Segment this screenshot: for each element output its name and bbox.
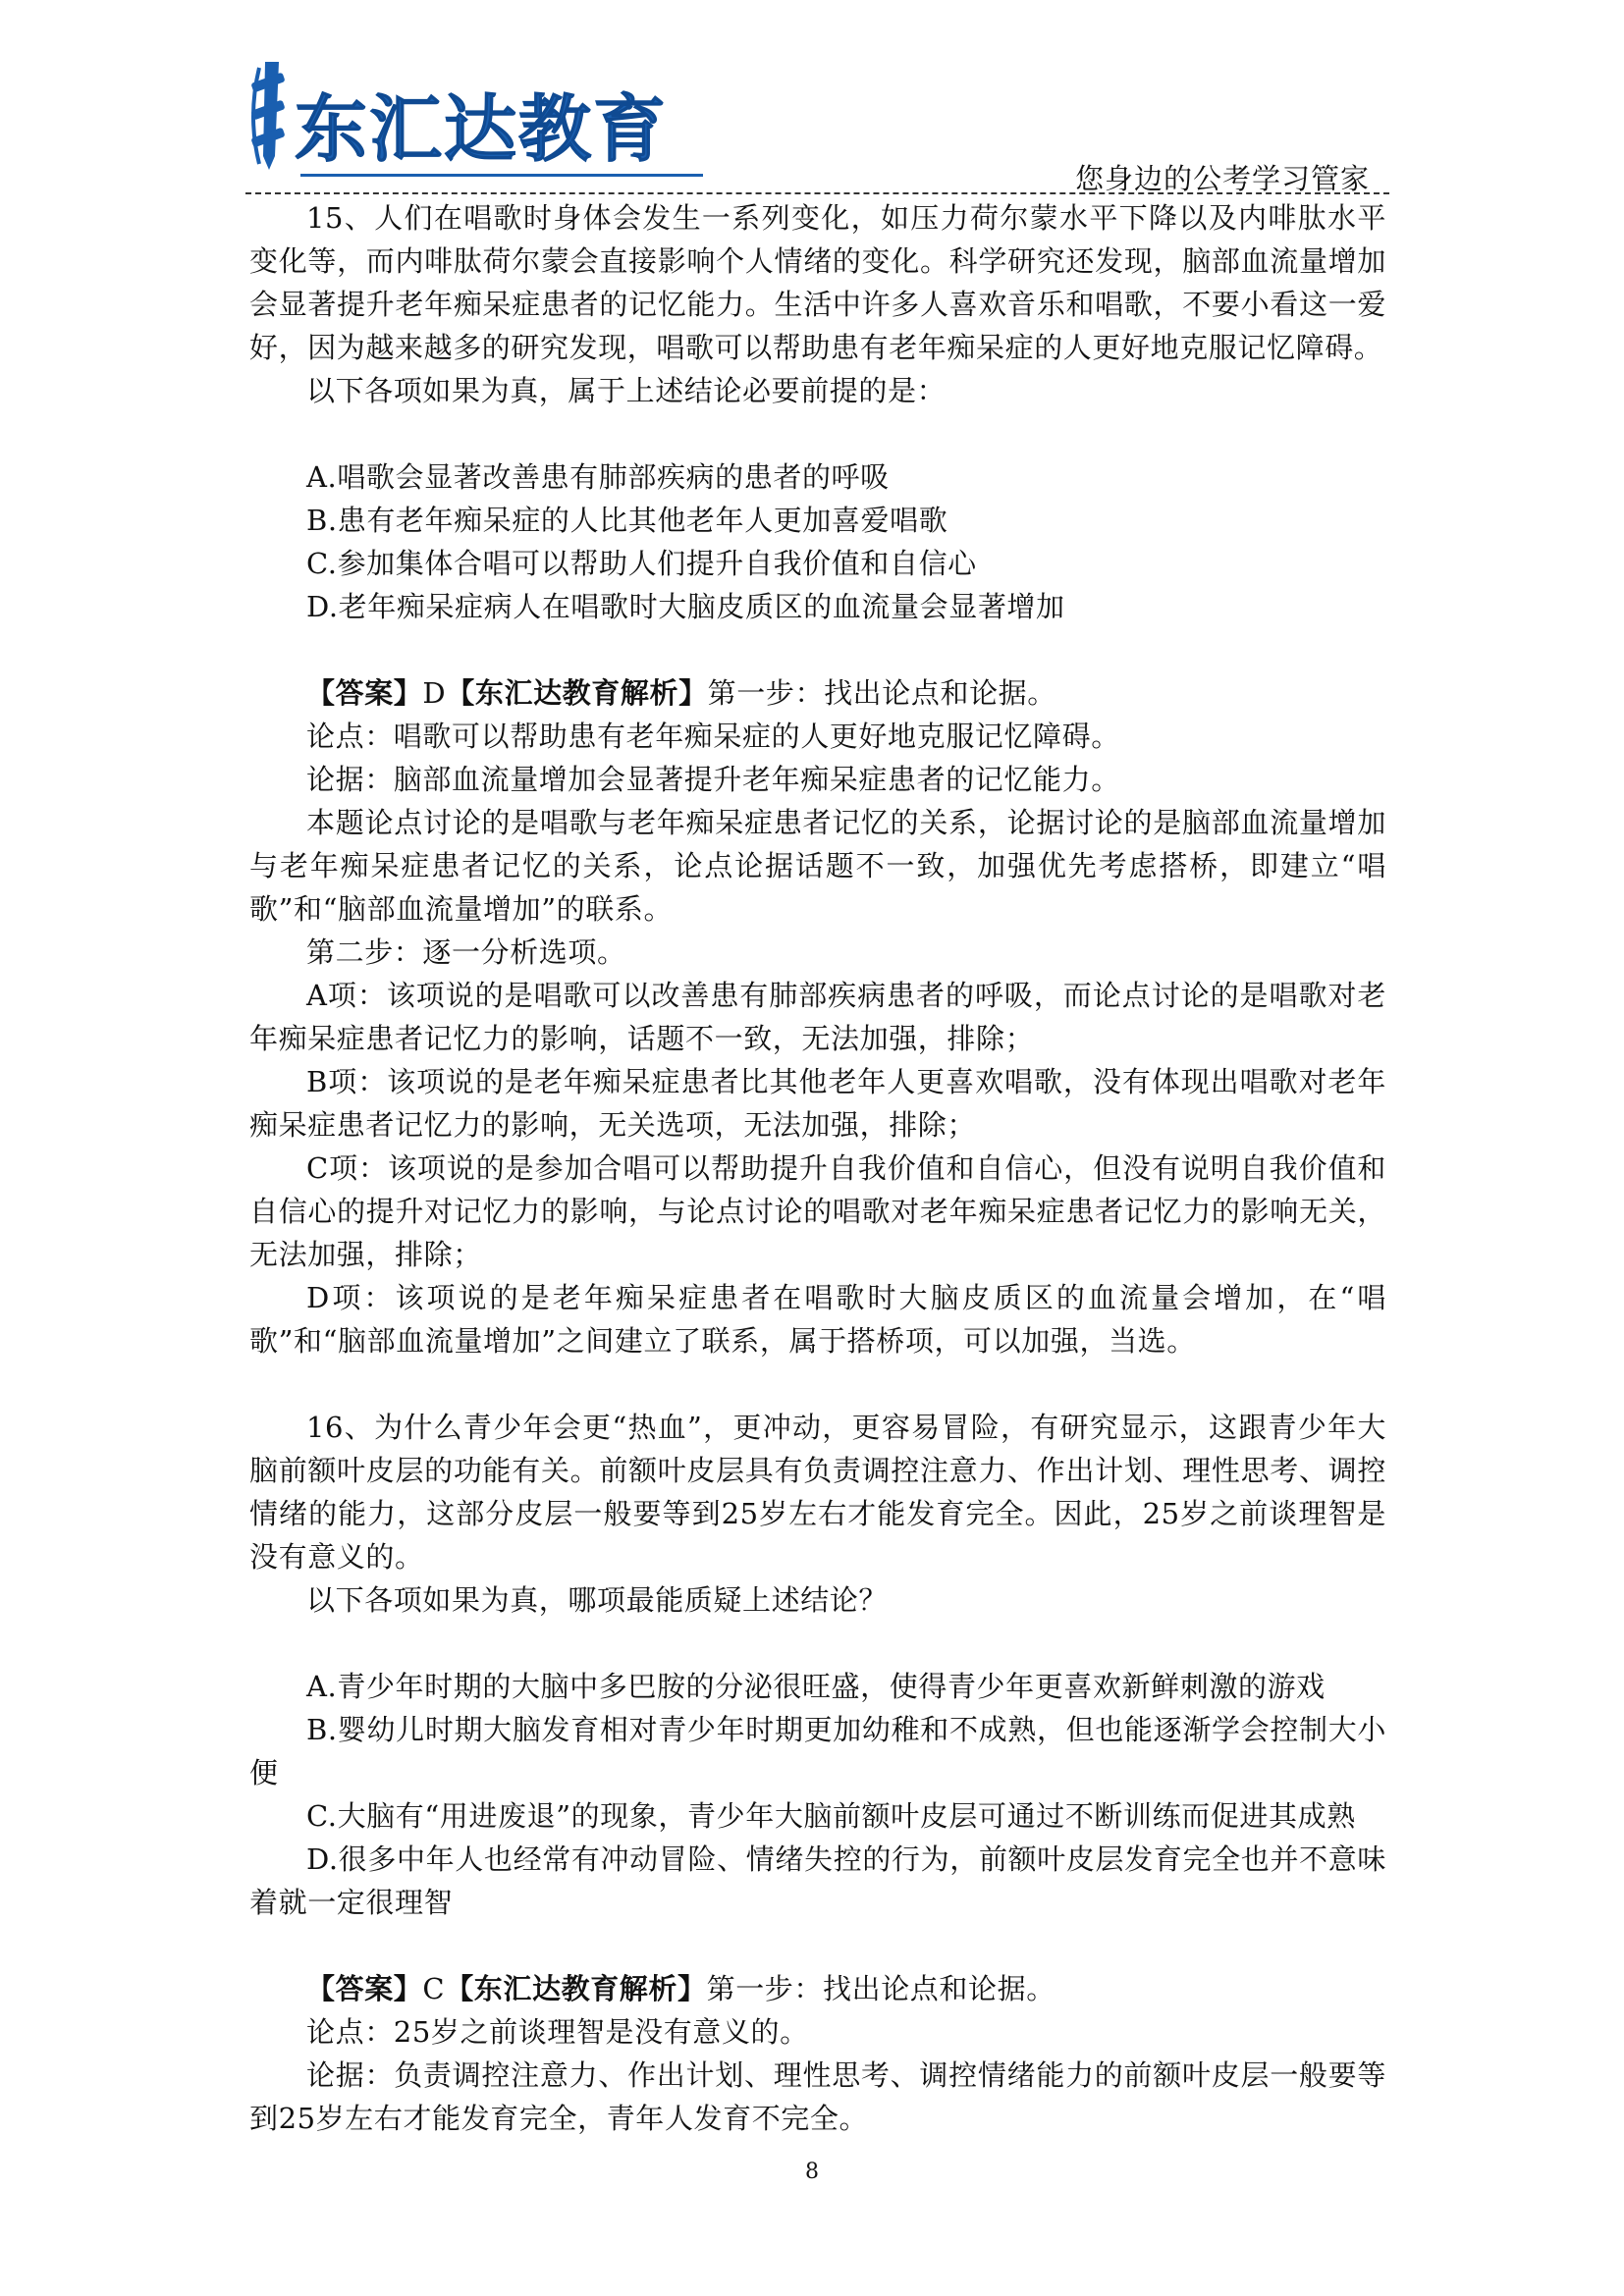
page-number: 8 — [805, 2160, 819, 2184]
q16-stem: 16、为什么青少年会更“热血”，更冲动，更容易冒险，有研究显示，这跟青少年大脑前额叶皮层的功能有关。前额叶皮层具有负责调控注意力、作出计划、理性思考、调控情绪的能力，这部分皮层一般要等到25岁左右才能发育完全。因此，25岁之前谈理智是没有意义的。 — [249, 1411, 1386, 1574]
q15-analysis-a: A项：该项说的是唱歌可以改善患有肺部疾病患者的呼吸，而论点讨论的是唱歌对老年痴呆症患者记忆力的影响，话题不一致，无法加强，排除； — [249, 979, 1386, 1055]
q15-evidence: 论据：脑部血流量增加会显著提升老年痴呆症患者的记忆能力。 — [306, 763, 1120, 796]
q16-option-c: C.大脑有“用进废退”的现象，青少年大脑前额叶皮层可通过不断训练而促进其成熟 — [306, 1799, 1356, 1833]
q16-answer — [249, 1967, 1386, 2010]
q15-option-c: C.参加集体合唱可以帮助人们提升自我价值和自信心 — [306, 547, 977, 580]
q15-analysis-c: C项：该项说的是参加合唱可以帮助提升自我价值和自信心，但没有说明自我价值和自信心的提升对记忆力的影响，与论点讨论的唱歌对老年痴呆症患者记忆力的影响无关，无法加强，排除； — [249, 1151, 1386, 1271]
q15-option-a: A.唱歌会显著改善患有肺部疾病的患者的呼吸 — [306, 460, 890, 494]
q15-option-b: B.患有老年痴呆症的人比其他老年人更加喜爱唱歌 — [306, 504, 948, 537]
q15-answer-tag: 【答案】 — [306, 676, 423, 710]
q15-analysis-d: D项：该项说的是老年痴呆症患者在唱歌时大脑皮质区的血流量会增加，在“唱歌”和“脑部血流量增加”之间建立了联系，属于搭桥项，可以加强，当选。 — [249, 1281, 1386, 1358]
header-divider — [245, 192, 1389, 194]
logo — [245, 54, 933, 172]
q16-argument: 论点：25岁之前谈理智是没有意义的。 — [306, 2015, 809, 2049]
q16-analysis-tag: 【东汇达教育解析】 — [445, 1972, 707, 2005]
q15-analysis-tag: 【东汇达教育解析】 — [446, 676, 708, 710]
page-content — [249, 196, 1386, 2140]
q16-option-a: A.青少年时期的大脑中多巴胺的分泌很旺盛，使得青少年更喜欢新鲜刺激的游戏 — [306, 1670, 1326, 1703]
page-header — [245, 54, 1384, 201]
q15-analysis-b: B项：该项说的是老年痴呆症患者比其他老年人更喜欢唱歌，没有体现出唱歌对老年痴呆症患者记忆力的影响，无关选项，无法加强，排除； — [249, 1065, 1386, 1142]
q15-analysis-text: 本题论点讨论的是唱歌与老年痴呆症患者记忆的关系，论据讨论的是脑部血流量增加与老年痴呆症患者记忆的关系，论点论据话题不一致，加强优先考虑搭桥，即建立“唱歌”和“脑部血流量增加”的联系。 — [249, 806, 1386, 926]
q16-answer-tag: 【答案】 — [306, 1972, 423, 2005]
q16-question: 以下各项如果为真，哪项最能质疑上述结论？ — [306, 1583, 889, 1617]
q16-step1: 第一步：找出论点和论据。 — [706, 1972, 1056, 2005]
q15-step2: 第二步：逐一分析选项。 — [306, 935, 626, 969]
logo-text: 东汇达教育 — [295, 87, 668, 172]
header-tagline: 您身边的公考学习管家 — [1074, 162, 1370, 195]
q15-argument: 论点：唱歌可以帮助患有老年痴呆症的人更好地克服记忆障碍。 — [306, 720, 1120, 753]
q16-evidence: 论据：负责调控注意力、作出计划、理性思考、调控情绪能力的前额叶皮层一般要等到25岁左右才能发育完全，青年人发育不完全。 — [249, 2058, 1386, 2135]
q15-stem: 15、人们在唱歌时身体会发生一系列变化，如压力荷尔蒙水平下降以及内啡肽水平变化等，而内啡肽荷尔蒙会直接影响个人情绪的变化。科学研究还发现，脑部血流量增加会显著提升老年痴呆症患者的记忆能力。生活中许多人喜欢音乐和唱歌，不要小看这一爱好，因为越来越多的研究发现，唱歌可以帮助患有老年痴呆症的人更好地克服记忆障碍。 — [249, 201, 1386, 364]
pen-logo-icon — [245, 58, 293, 172]
q15-question: 以下各项如果为真，属于上述结论必要前提的是： — [306, 374, 947, 407]
q16-answer-letter: C — [422, 1972, 446, 2005]
q16-option-b: B.婴幼儿时期大脑发育相对青少年时期更加幼稚和不成熟，但也能逐渐学会控制大小便 — [249, 1713, 1386, 1789]
q16-option-d: D.很多中年人也经常有冲动冒险、情绪失控的行为，前额叶皮层发育完全也并不意味着就一定很理智 — [249, 1842, 1386, 1919]
q15-answer-letter: D — [422, 676, 447, 710]
logo-underline — [300, 174, 703, 177]
q15-option-d: D.老年痴呆症病人在唱歌时大脑皮质区的血流量会显著增加 — [306, 590, 1065, 623]
q15-answer — [249, 671, 1386, 715]
q15-step1: 第一步：找出论点和论据。 — [707, 676, 1056, 710]
